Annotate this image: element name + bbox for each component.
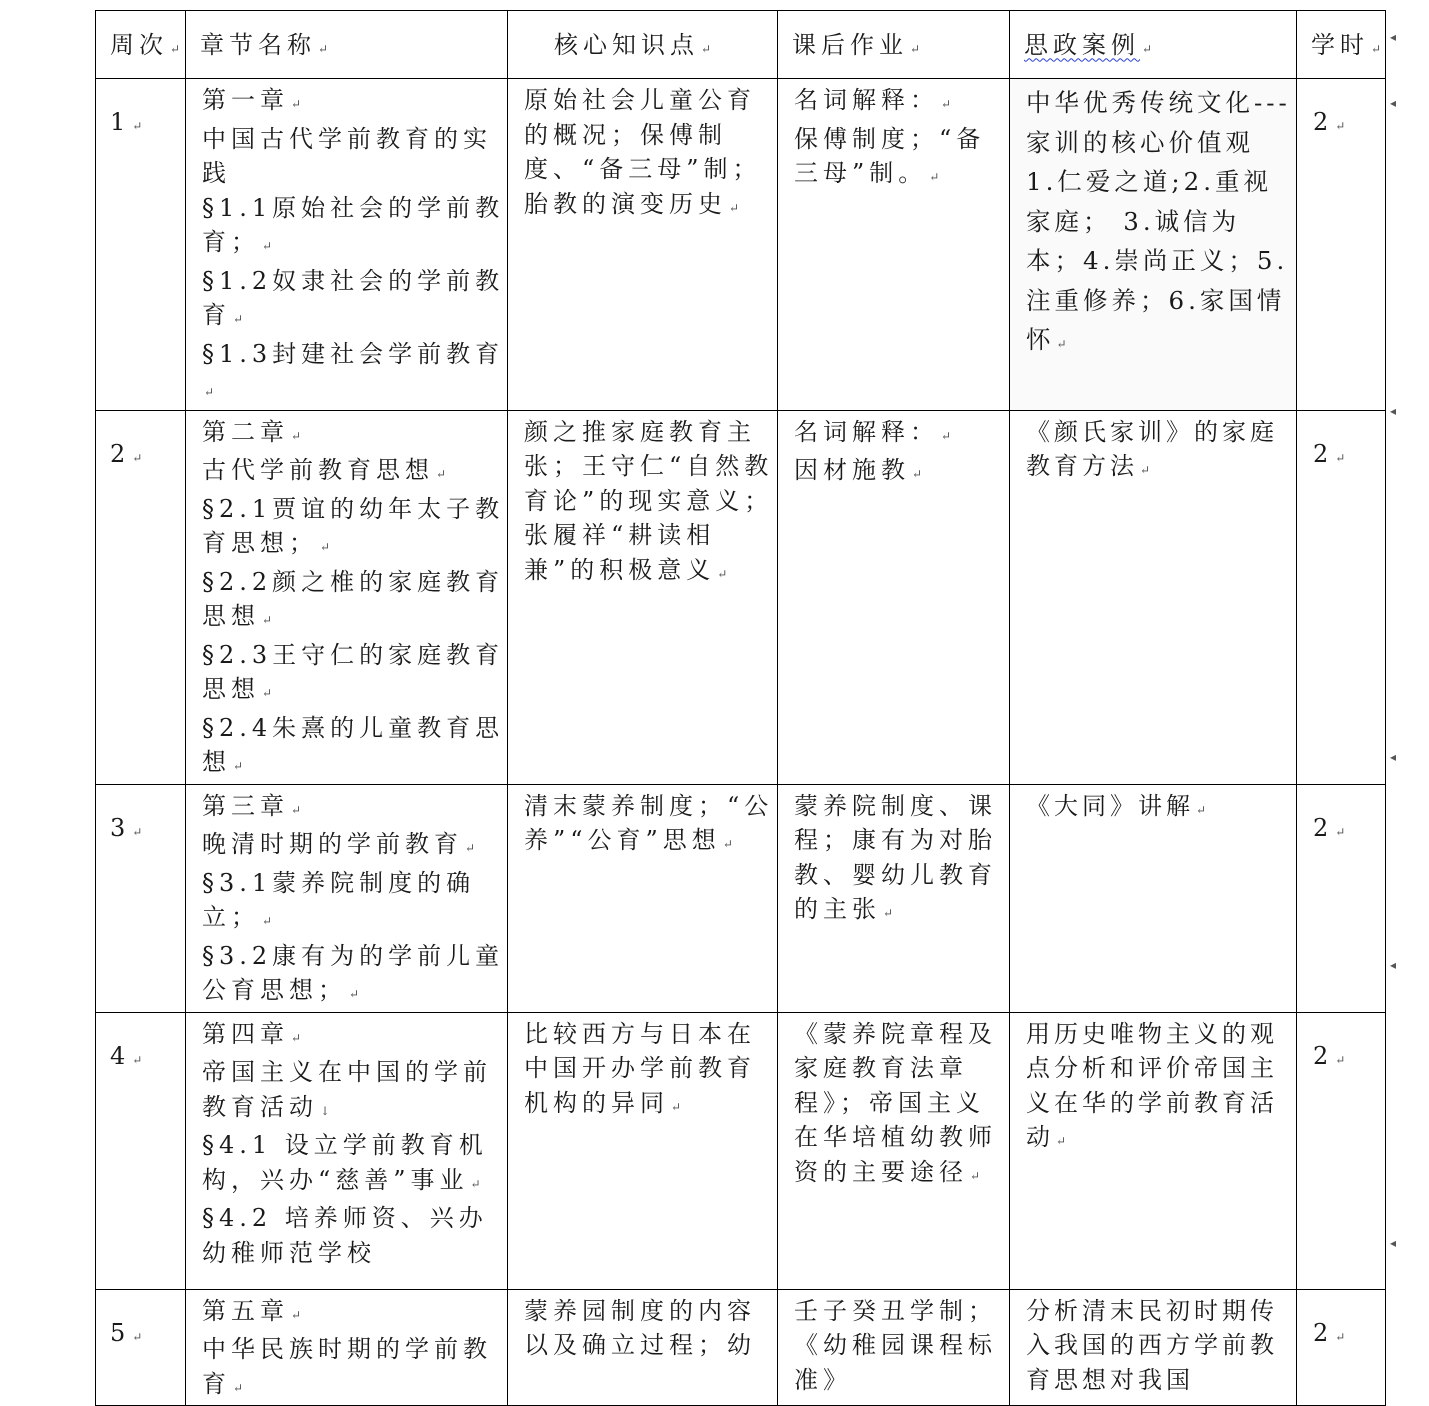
homework-header: 课后作业 ↵: [778, 11, 1010, 79]
knowledge-cell: 原始社会儿童公育的概况；保傅制度、“备三母”制；胎教的演变历史 ↵: [508, 79, 778, 411]
chapter-cell: 第二章 ↵ 古代学前教育思想 ↵ §2.1贾谊的幼年太子教育思想； ↵ §2.2颜之椎的家庭教育思想 ↵ §2.3王守仁的家庭教育思想 ↵ §2.4朱熹的儿童教育思想 ↵: [186, 410, 508, 784]
week-cell: 1 ↵: [96, 79, 186, 411]
table-row: [96, 1289, 1386, 1406]
hours-cell: 2 ↵: [1297, 1012, 1386, 1289]
week-cell: 3 ↵: [96, 784, 186, 1012]
table-row: [96, 1012, 1386, 1289]
row-end-mark: ◂: [1390, 30, 1397, 44]
chapter-cell: 第五章 ↵ 中华民族时期的学前教育 ↵: [186, 1289, 508, 1406]
ideology-cell: 《大同》讲解 ↵: [1010, 784, 1297, 1012]
hours-cell: 2 ↵: [1297, 410, 1386, 784]
ideology-cell: 中华优秀传统文化---家训的核心价值观 1.仁爱之道;2.重视家庭； 3.诚信为本；4.崇尚正义；5.注重修养；6.家国情怀 ↵: [1010, 79, 1297, 411]
homework-cell: 名词解释： ↵ 保傅制度；“备三母”制。 ↵: [778, 79, 1010, 411]
knowledge-cell: 比较西方与日本在中国开办学前教育机构的异同 ↵: [508, 1012, 778, 1289]
row-end-mark: ◂: [1390, 958, 1397, 972]
header-row: [96, 11, 1386, 79]
week-cell: 4 ↵: [96, 1012, 186, 1289]
week-cell: 2 ↵: [96, 410, 186, 784]
ideology-header: 思政案例 ↵: [1010, 11, 1297, 79]
ideology-cell: 分析清末民初时期传入我国的西方学前教育思想对我国: [1010, 1289, 1297, 1406]
ideology-cell: 用历史唯物主义的观点分析和评价帝国主义在华的学前教育活动 ↵: [1010, 1012, 1297, 1289]
hours-cell: 2 ↵: [1297, 79, 1386, 411]
hours-cell: 2 ↵: [1297, 784, 1386, 1012]
hours-header: 学时 ↵: [1297, 11, 1386, 79]
syllabus-table: [95, 10, 1386, 1406]
ideology-cell: 《颜氏家训》的家庭教育方法 ↵: [1010, 410, 1297, 784]
hours-cell: 2 ↵: [1297, 1289, 1386, 1406]
knowledge-header: 核心知识点 ↵: [508, 11, 778, 79]
row-end-mark: ◂: [1390, 96, 1397, 110]
homework-cell: 蒙养院制度、课程；康有为对胎教、婴幼儿教育的主张 ↵: [778, 784, 1010, 1012]
knowledge-cell: 清末蒙养制度；“公养”“公育”思想 ↵: [508, 784, 778, 1012]
table-row: [96, 410, 1386, 784]
homework-cell: 壬子癸丑学制；《幼稚园课程标准》: [778, 1289, 1010, 1406]
row-end-mark: ◂: [1390, 1236, 1397, 1250]
knowledge-cell: 颜之推家庭教育主张；王守仁“自然教育论”的现实意义；张履祥“耕读相兼”的积极意义 ↵: [508, 410, 778, 784]
table-row: [96, 784, 1386, 1012]
homework-cell: 名词解释： ↵ 因材施教 ↵: [778, 410, 1010, 784]
row-end-mark: ◂: [1390, 750, 1397, 764]
table-row: [96, 79, 1386, 411]
chapter-cell: 第一章 ↵ 中国古代学前教育的实践 §1.1原始社会的学前教育； ↵ §1.2奴隶社会的学前教育 ↵ §1.3封建社会学前教育↵: [186, 79, 508, 411]
row-end-mark: ◂: [1390, 404, 1397, 418]
homework-cell: 《蒙养院章程及家庭教育法章程》；帝国主义在华培植幼教师资的主要途径 ↵: [778, 1012, 1010, 1289]
week-header: 周次 ↵: [96, 11, 186, 79]
knowledge-cell: 蒙养园制度的内容以及确立过程；幼: [508, 1289, 778, 1406]
chapter-cell: 第三章 ↵ 晚清时期的学前教育 ↵ §3.1蒙养院制度的确立； ↵ §3.2康有为的学前儿童公育思想； ↵: [186, 784, 508, 1012]
week-cell: 5 ↵: [96, 1289, 186, 1406]
chapter-cell: 第四章 ↵ 帝国主义在中国的学前教育活动 ↓ §4.1 设立学前教育机构，兴办“慈善”事业 ↵ §4.2 培养师资、兴办幼稚师范学校: [186, 1012, 508, 1289]
chapter-header: 章节名称 ↵: [186, 11, 508, 79]
